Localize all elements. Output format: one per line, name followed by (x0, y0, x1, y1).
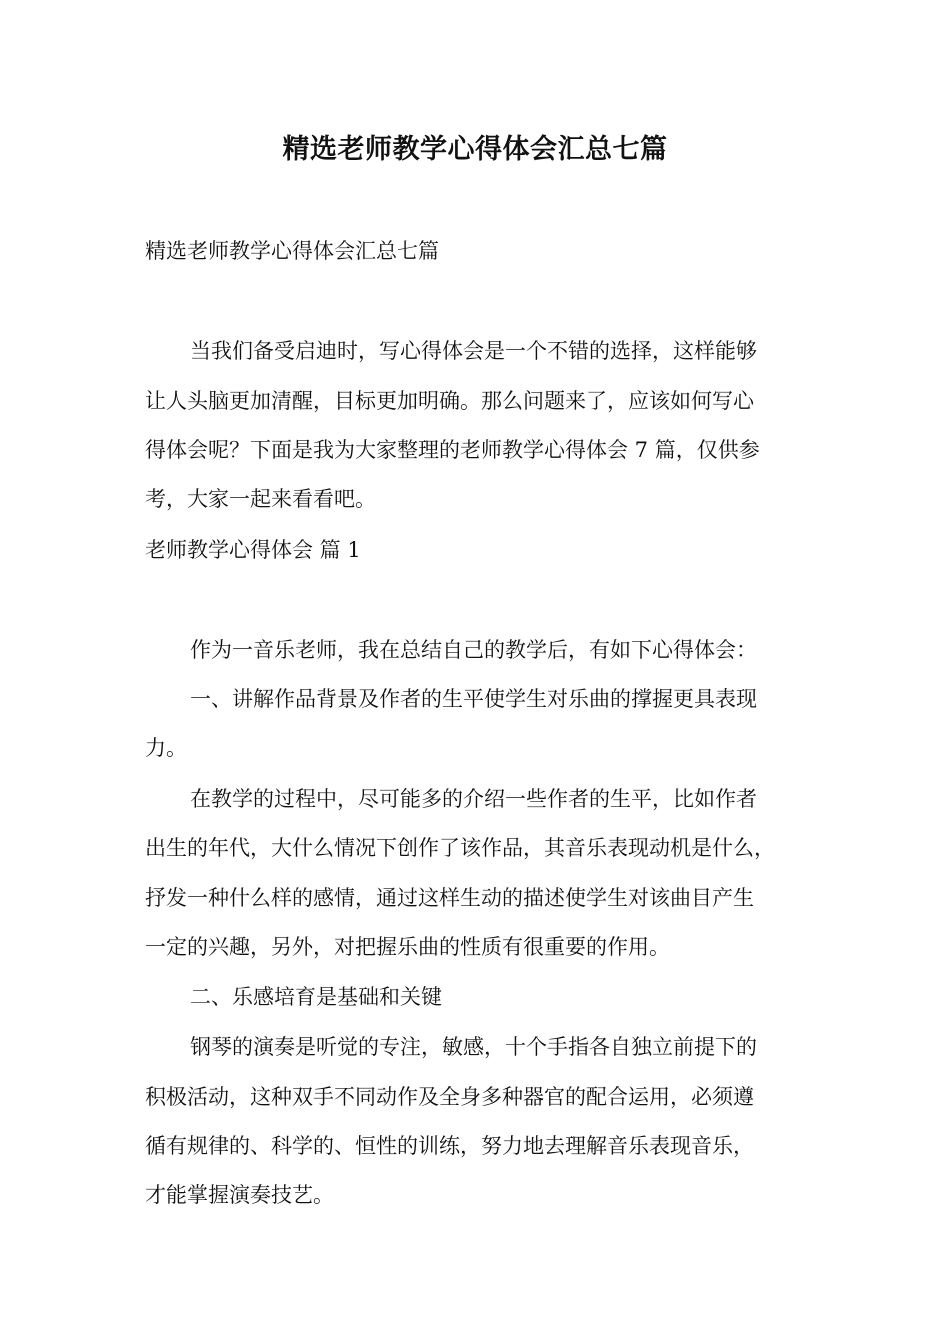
document-title: 精选老师教学心得体会汇总七篇 (282, 134, 668, 165)
body-line: 在教学的过程中，尽可能多的介绍一些作者的生平，比如作者 (190, 787, 757, 811)
body-line: 钢琴的演奏是听觉的专注，敏感，十个手指各自独立前提下的 (190, 1035, 757, 1059)
intro-line: 让人头脑更加清醒，目标更加明确。那么问题来了，应该如何写心 (145, 389, 754, 413)
body-line: 作为一音乐老师，我在总结自己的教学后，有如下心得体会： (190, 638, 757, 662)
document-subtitle: 精选老师教学心得体会汇总七篇 (145, 239, 439, 263)
body-line: 出生的年代，大什么情况下创作了该作品，其音乐表现动机是什么， (145, 836, 775, 860)
body-line: 循有规律的、科学的、恒性的训练，努力地去理解音乐表现音乐， (145, 1134, 754, 1158)
body-line: 才能掌握演奏技艺。 (145, 1183, 334, 1207)
body-line: 一、讲解作品背景及作者的生平使学生对乐曲的撑握更具表现 (190, 687, 757, 711)
section-heading: 老师教学心得体会 篇 1 (145, 538, 361, 562)
body-line: 力。 (145, 736, 187, 760)
body-line: 二、乐感培育是基础和关键 (190, 985, 442, 1009)
intro-line: 考，大家一起来看看吧。 (145, 487, 376, 511)
body-line: 一定的兴趣，另外，对把握乐曲的性质有很重要的作用。 (145, 935, 670, 959)
intro-line: 得体会呢？下面是我为大家整理的老师教学心得体会 7 篇，仅供参 (145, 438, 760, 462)
body-line: 抒发一种什么样的感情，通过这样生动的描述使学生对该曲目产生 (145, 886, 754, 910)
body-line: 积极活动，这种双手不同动作及全身多种器官的配合运用，必须遵 (145, 1085, 754, 1109)
intro-line: 当我们备受启迪时，写心得体会是一个不错的选择，这样能够 (190, 339, 757, 363)
